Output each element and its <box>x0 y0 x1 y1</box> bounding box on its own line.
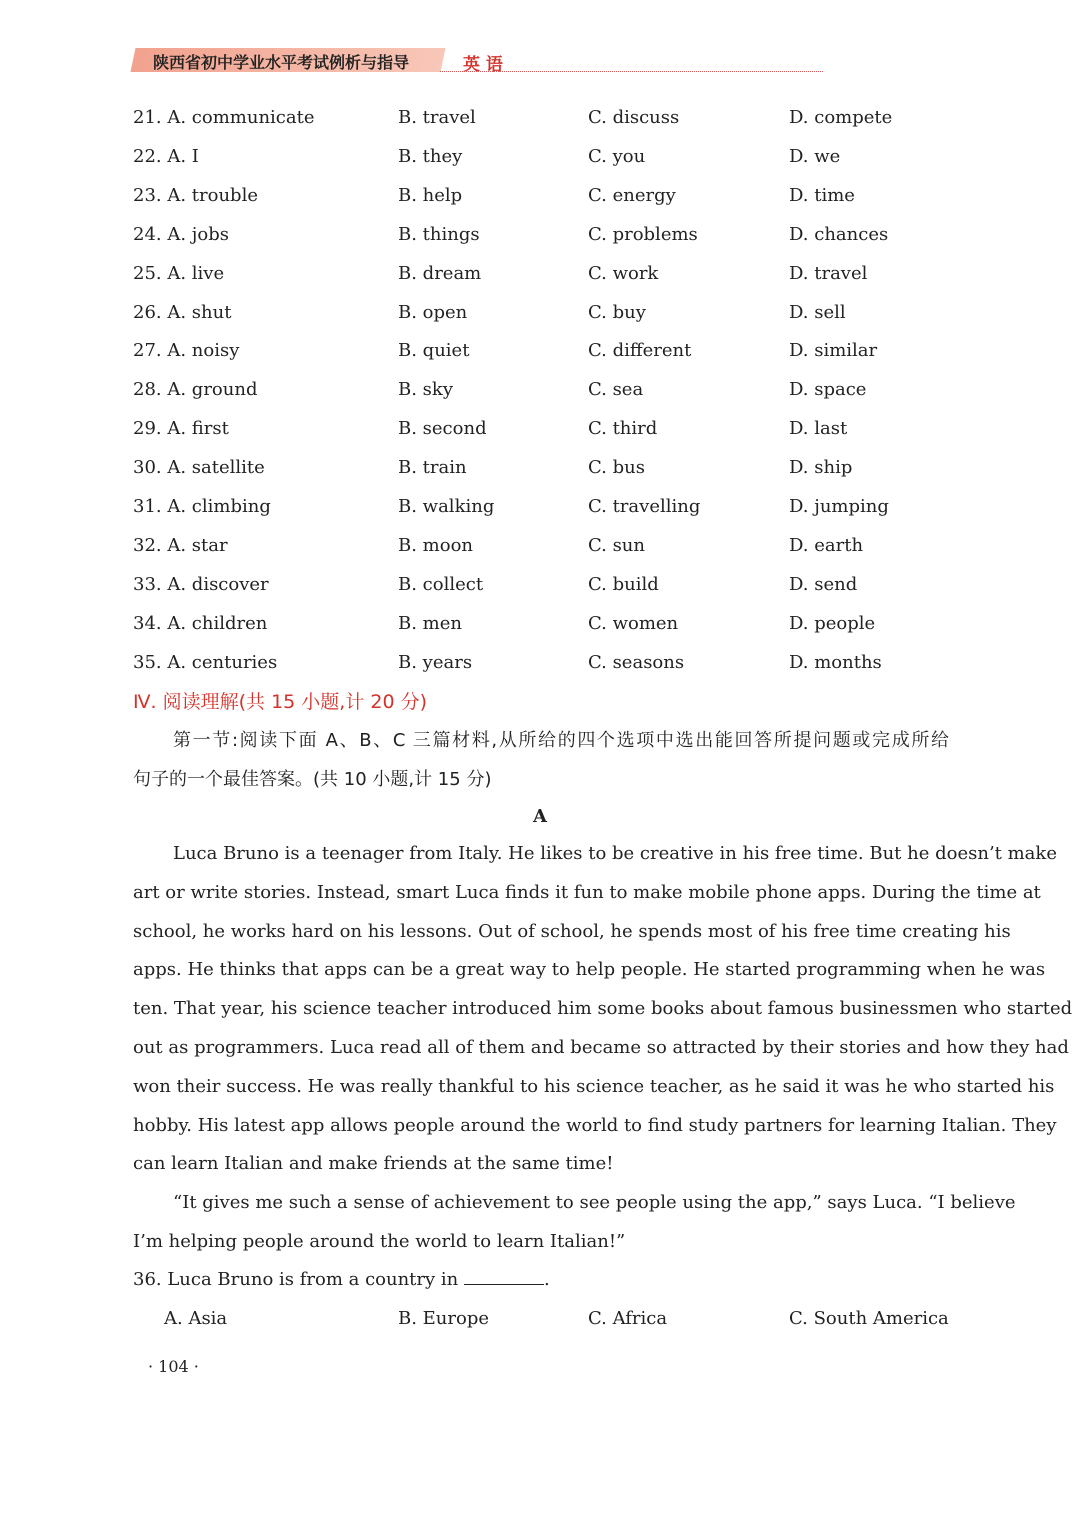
option-d: D. compete <box>789 107 893 128</box>
passage-line: art or write stories. Instead, smart Luca finds it fun to make mobile phone apps. During the time at <box>133 881 1041 903</box>
option-b: B. Europe <box>398 1308 490 1329</box>
option-b: B. men <box>398 612 462 634</box>
option-a: 24. A. jobs <box>133 223 229 245</box>
question-row <box>0 535 1080 565</box>
option-d: D. people <box>789 612 876 634</box>
option-b: B. they <box>398 145 463 167</box>
option-c: C. sun <box>588 534 645 556</box>
option-b: B. second <box>398 418 487 440</box>
question-row <box>0 107 1080 137</box>
passage-line: can learn Italian and make friends at the same time! <box>133 1153 614 1175</box>
subject-label: 英 语 <box>463 55 503 75</box>
passage-title: A <box>533 806 547 827</box>
passage-line: ten. That year, his science teacher introduced him some books about famous businessmen who started <box>133 998 1073 1020</box>
question-row <box>0 613 1080 643</box>
option-b: B. years <box>398 651 473 673</box>
option-d: D. space <box>789 379 867 401</box>
option-a: 32. A. star <box>133 534 228 556</box>
option-c: C. bus <box>588 457 645 479</box>
option-c: C. build <box>588 573 659 595</box>
option-d: D. time <box>789 184 855 206</box>
passage-line: won their success. He was really thankful to his science teacher, as he said it was he who started his <box>133 1075 1055 1097</box>
question-row <box>0 224 1080 254</box>
option-a: 33. A. discover <box>133 573 269 595</box>
answer-blank <box>464 1284 544 1285</box>
question-row <box>0 574 1080 604</box>
option-a: 21. A. communicate <box>133 107 315 128</box>
option-c: C. energy <box>588 184 676 206</box>
section-heading: Ⅳ. 阅读理解(共 15 小题,计 20 分) <box>133 691 427 713</box>
question-row <box>0 185 1080 215</box>
passage-line: school, he works hard on his lessons. Out of school, he spends most of his free time creating his <box>133 920 1011 942</box>
page-number: · 104 · <box>148 1357 199 1376</box>
option-b: B. collect <box>398 573 484 595</box>
question-36 <box>0 1269 1080 1299</box>
option-d: D. we <box>789 145 841 167</box>
option-d: C. South America <box>789 1308 949 1329</box>
question-row <box>0 302 1080 332</box>
option-b: B. train <box>398 457 467 479</box>
passage-line: I’m helping people around the world to learn Italian!” <box>133 1231 626 1252</box>
option-d: D. similar <box>789 340 878 362</box>
option-c: C. work <box>588 262 659 284</box>
question-row <box>0 379 1080 409</box>
option-b: B. dream <box>398 262 482 284</box>
option-b: B. travel <box>398 107 476 128</box>
option-a: 29. A. first <box>133 418 229 440</box>
option-d: D. jumping <box>789 496 889 517</box>
question-row <box>0 263 1080 293</box>
option-a: A. Asia <box>164 1308 228 1329</box>
question-row <box>0 418 1080 448</box>
question-row <box>0 340 1080 370</box>
option-d: D. last <box>789 418 848 440</box>
question-row <box>0 146 1080 176</box>
header-rule <box>440 71 823 72</box>
option-c: C. sea <box>588 379 644 401</box>
option-a: 35. A. centuries <box>133 651 278 673</box>
option-b: B. open <box>398 301 468 323</box>
option-d: D. months <box>789 651 882 673</box>
option-b: B. moon <box>398 534 474 556</box>
option-c: C. women <box>588 612 679 634</box>
option-a: 22. A. I <box>133 145 199 167</box>
option-c: C. you <box>588 145 646 167</box>
passage-line: Luca Bruno is a teenager from Italy. He likes to be creative in his free time. But he doesn’t make <box>173 843 1057 864</box>
option-b: B. sky <box>398 379 453 401</box>
question-36-options <box>0 1308 1080 1338</box>
option-c: C. different <box>588 340 692 362</box>
option-a: 26. A. shut <box>133 301 232 323</box>
option-b: B. help <box>398 184 463 206</box>
option-a: 27. A. noisy <box>133 340 240 362</box>
question-row <box>0 457 1080 487</box>
question-row <box>0 496 1080 526</box>
option-d: D. sell <box>789 301 846 323</box>
option-a: 28. A. ground <box>133 379 258 401</box>
option-a: 31. A. climbing <box>133 496 271 517</box>
book-title: 陕西省初中学业水平考试例析与指导 <box>153 53 410 72</box>
option-c: C. discuss <box>588 107 680 128</box>
option-a: 23. A. trouble <box>133 184 258 206</box>
instruction-line: 句子的一个最佳答案。(共 10 小题,计 15 分) <box>133 769 492 790</box>
option-c: C. problems <box>588 223 698 245</box>
option-a: 34. A. children <box>133 612 268 634</box>
option-a: 25. A. live <box>133 262 225 284</box>
option-c: C. travelling <box>588 496 701 517</box>
stem-end: . <box>543 1269 550 1290</box>
option-c: C. buy <box>588 301 646 323</box>
passage-line: hobby. His latest app allows people around the world to find study partners for learning Italian. They <box>133 1114 1057 1136</box>
question-stem: 36. Luca Bruno is from a country in <box>133 1269 459 1290</box>
option-d: D. ship <box>789 457 853 479</box>
option-b: B. things <box>398 223 480 245</box>
option-d: D. chances <box>789 223 889 245</box>
option-d: D. earth <box>789 534 864 556</box>
option-b: B. quiet <box>398 340 470 362</box>
option-a: 30. A. satellite <box>133 457 265 479</box>
option-d: D. send <box>789 573 858 595</box>
passage-line: apps. He thinks that apps can be a great way to help people. He started programming when he was <box>133 959 1046 981</box>
option-d: D. travel <box>789 262 868 284</box>
passage-line: “It gives me such a sense of achievement to see people using the app,” says Luca. “I believe <box>173 1192 1016 1214</box>
option-b: B. walking <box>398 496 495 517</box>
option-c: C. third <box>588 418 658 440</box>
passage-line: out as programmers. Luca read all of them and became so attracted by their stories and how they had <box>133 1037 1069 1058</box>
option-c: C. Africa <box>588 1308 668 1329</box>
question-row <box>0 652 1080 682</box>
instruction-line: 第一节:阅读下面 A、B、C 三篇材料,从所给的四个选项中选出能回答所提问题或完成所给 <box>173 730 949 751</box>
option-c: C. seasons <box>588 651 685 673</box>
